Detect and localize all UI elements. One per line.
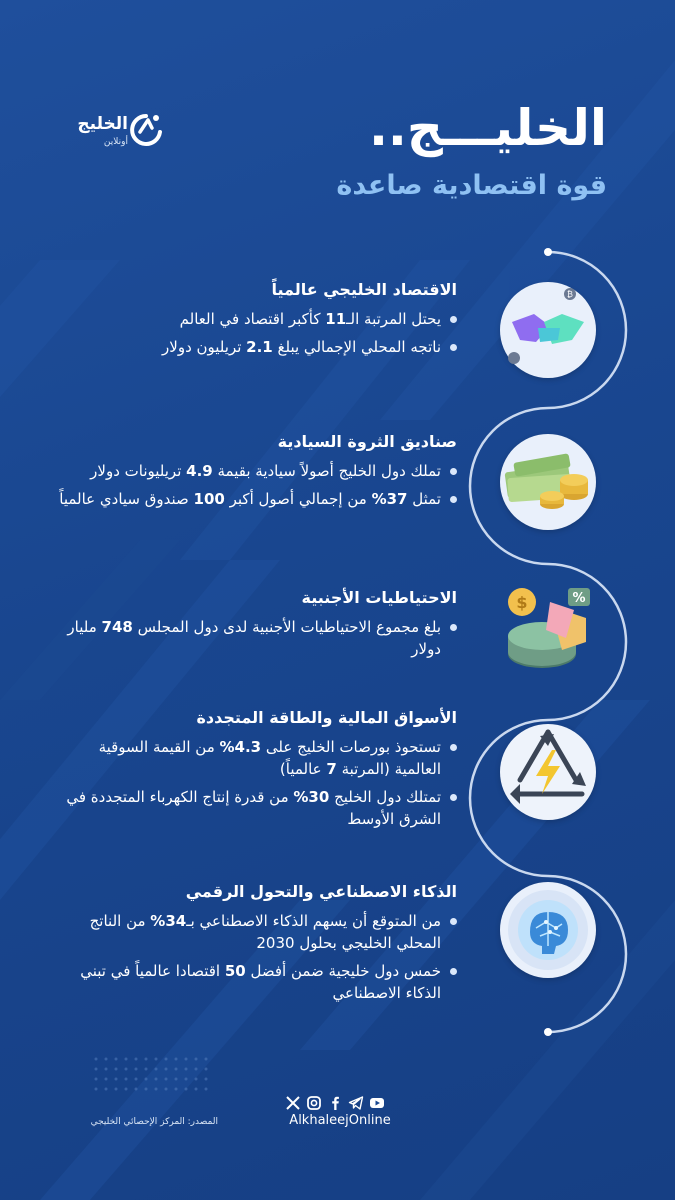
svg-text:$: $ <box>516 593 528 612</box>
page-title: الخليـــج.. <box>368 99 607 157</box>
logo-tagline: أونلاين <box>103 137 128 147</box>
bullet-item: خمس دول خليجية ضمن أفضل 50 اقتصادا عالمياً في تبني الذكاء الاصطناعي <box>57 960 457 1004</box>
money-coins-icon <box>500 434 596 530</box>
section-title: الاقتصاد الخليجي عالمياً <box>271 280 457 299</box>
section-markets-renewables <box>57 706 457 836</box>
source-note: المصدر: المركز الإحصائي الخليجي <box>90 1117 218 1127</box>
pie-chart-coin-icon <box>500 584 596 680</box>
dots-pattern <box>92 1055 212 1115</box>
bullet-item: تمثل 37% من إجمالي أصول أكبر 100 صندوق سيادي عالمياً <box>57 488 457 510</box>
bullet-item: بلغ مجموع الاحتياطيات الأجنبية لدى دول المجلس 748 مليار دولار <box>57 616 457 660</box>
svg-text:%: % <box>572 591 586 606</box>
page-subtitle: قوة اقتصادية صاعدة <box>336 170 607 201</box>
section-gulf-economy <box>57 278 457 364</box>
section-title: صناديق الثروة السيادية <box>277 432 457 451</box>
section-ai-digital <box>57 880 457 1010</box>
svg-text:₿: ₿ <box>567 290 573 299</box>
bullet-item: تستحوذ بورصات الخليج على 4.3% من القيمة السوقية العالمية (المرتبة 7 عالمياً) <box>57 736 457 780</box>
bullet-item: ناتجه المحلي الإجمالي يبلغ 2.1 تريليون دولار <box>57 336 457 358</box>
bullet-item: من المتوقع أن يسهم الذكاء الاصطناعي بـ34% من الناتج المحلي الخليجي بحلول 2030 <box>57 910 457 954</box>
bullet-item: يحتل المرتبة الـ11 كأكبر اقتصاد في العالم <box>57 308 457 330</box>
bullet-item: تملك دول الخليج أصولاً سيادية بقيمة 4.9 تريليونات دولار <box>57 460 457 482</box>
renewable-energy-icon <box>500 724 596 820</box>
bullet-item: تمتلك دول الخليج 30% من قدرة إنتاج الكهرباء المتجددة في الشرق الأوسط <box>57 786 457 830</box>
section-title: الاحتياطيات الأجنبية <box>301 588 457 607</box>
ai-brain-icon <box>500 882 596 978</box>
social-handle[interactable]: AlkhaleejOnline <box>289 1113 391 1128</box>
section-title: الذكاء الاصطناعي والتحول الرقمي <box>185 882 457 901</box>
section-title: الأسواق المالية والطاقة المتجددة <box>196 708 457 727</box>
handshake-icon <box>500 282 596 378</box>
logo-name: الخليج <box>77 114 128 134</box>
section-sovereign-funds <box>57 430 457 516</box>
section-foreign-reserves <box>57 586 457 666</box>
